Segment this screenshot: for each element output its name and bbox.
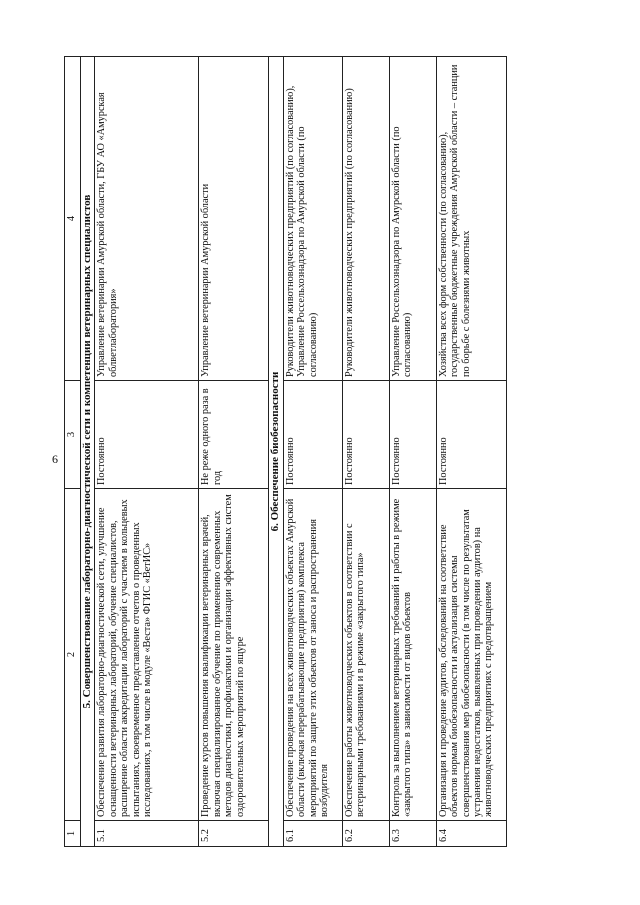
row-number: 5.1	[95, 821, 199, 847]
row-measure: Обеспечение работы животноводческих объектов в соответствии с ветеринарными требованиями и в режиме «закрытого типа»	[342, 489, 389, 821]
table-row	[283, 57, 342, 847]
row-measure: Обеспечение проведения на всех животноводческих объектах Амурской области (включая перерабатывающие предприятия) комплекса мероприятий по защите этих объектов от заноса и распространения возбудителя	[283, 489, 342, 821]
section-title: 6. Обеспечение биобезопасности	[269, 57, 283, 847]
header-row	[65, 57, 81, 847]
table-row	[342, 57, 389, 847]
measures-table	[64, 56, 507, 847]
table-row	[389, 57, 436, 847]
row-executor: Управление ветеринарии Амурской области, ГБУ АО «Амурская облветлаборатория»	[95, 57, 199, 381]
section-title: 5. Совершенствование лабораторно-диагностической сети и компетенции ветеринарных специалистов	[81, 57, 95, 847]
table-row	[95, 57, 199, 847]
row-executor: Руководители животноводческих предприятий (по согласованию), Управление Россельхознадзора по Амурской области (по согласованию)	[283, 57, 342, 381]
section-row	[269, 57, 283, 847]
row-period: Постоянно	[389, 381, 436, 489]
header-col-2: 2	[65, 489, 81, 821]
rotated-page-content	[64, 57, 576, 847]
header-col-1: 1	[65, 821, 81, 847]
row-executor: Управление Россельхознадзора по Амурской области (по согласованию)	[389, 57, 436, 381]
header-col-3: 3	[65, 381, 81, 489]
row-number: 6.3	[389, 821, 436, 847]
row-period: Постоянно	[283, 381, 342, 489]
row-number: 5.2	[199, 821, 269, 847]
row-executor: Хозяйства всех форм собственности (по согласованию), государственные бюджетные учреждения Амурской области – станции по борьбе с болезнями животных	[436, 57, 506, 381]
row-number: 6.4	[436, 821, 506, 847]
row-measure: Организация и проведение аудитов, обследований на соответствие объектов нормам биобезопасности и актуализация системы совершенствования мер биобезопасности (в том числе по результатам устранения недостатков, выявленных при проведении аудитов) на животноводческих предприятиях с предотвращением	[436, 489, 506, 821]
row-executor: Руководители животноводческих предприятий (по согласованию)	[342, 57, 389, 381]
row-period: Не реже одного раза в год	[199, 381, 269, 489]
table-row	[436, 57, 506, 847]
row-period: Постоянно	[436, 381, 506, 489]
section-row	[81, 57, 95, 847]
row-measure: Контроль за выполнением ветеринарных требований и работы в режиме «закрытого типа» в зависимости от видов объектов	[389, 489, 436, 821]
row-number: 6.1	[283, 821, 342, 847]
page-number: 6	[52, 452, 58, 466]
header-col-4: 4	[65, 57, 81, 381]
row-number: 6.2	[342, 821, 389, 847]
row-period: Постоянно	[342, 381, 389, 489]
row-measure: Обеспечение развития лабораторно-диагностической сети, улучшение оснащенности ветеринарных лабораторий, обучение специалистов, расширение области аккредитации лабораторий с участием в кольцевых испытаниях, своевременное представление отчетов о проведенных исследованиях, в том числе в модуле «Веста» ФГИС «ВетИС»	[95, 489, 199, 821]
row-period: Постоянно	[95, 381, 199, 489]
table-row	[199, 57, 269, 847]
row-executor: Управление ветеринарии Амурской области	[199, 57, 269, 381]
row-measure: Проведение курсов повышения квалификации ветеринарных врачей, включая специализированное обучение по применению современных методов диагностики, профилактики и организации эффективных систем оздоровительных мероприятий по ящуре	[199, 489, 269, 821]
